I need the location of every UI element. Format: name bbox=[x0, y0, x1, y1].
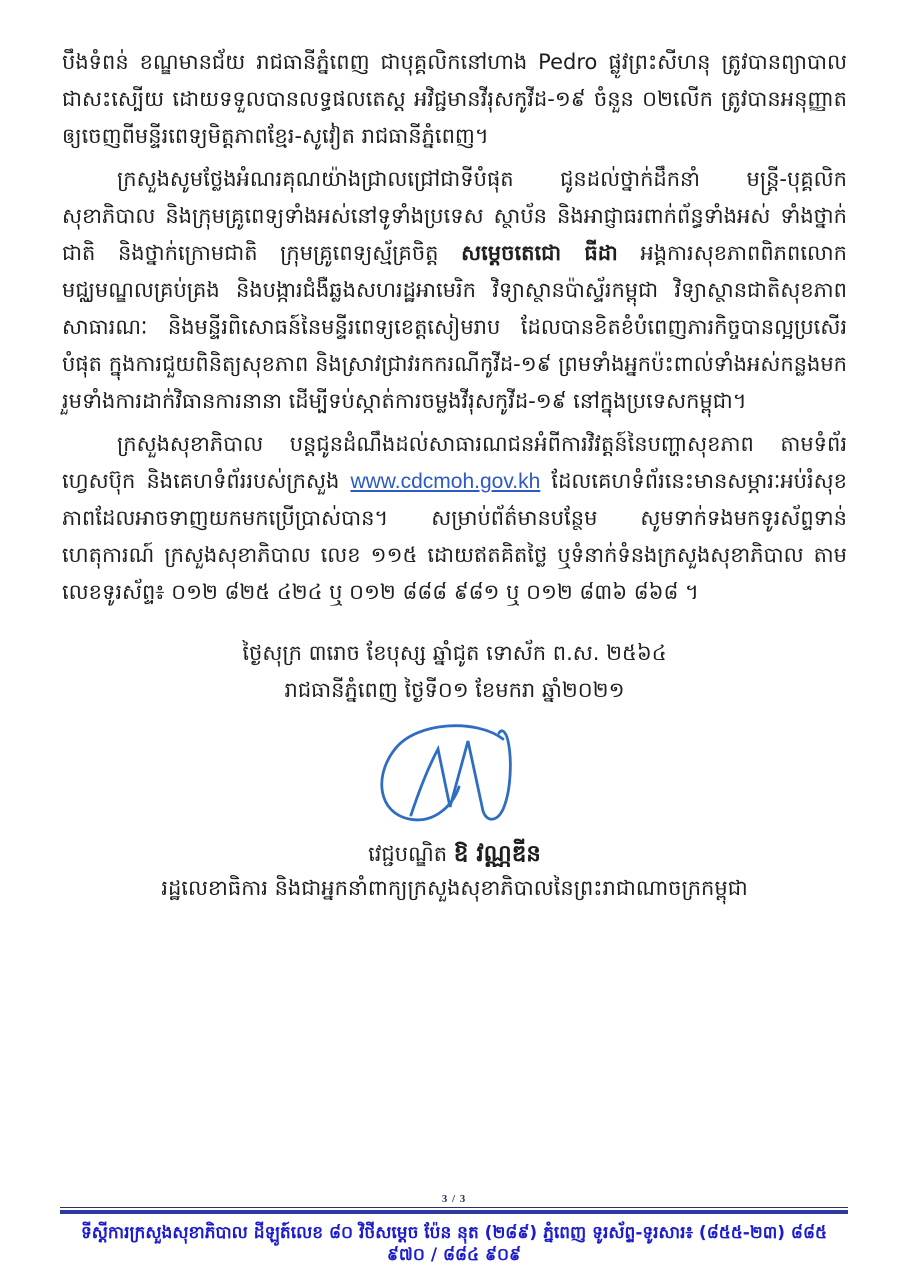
footer-divider-line bbox=[60, 1210, 848, 1214]
gregorian-date-line: រាជធានីភ្នំពេញ ថ្ងៃទី០១ ខែមករា ឆ្នាំ២០២១ bbox=[284, 678, 625, 702]
date-block bbox=[62, 635, 847, 709]
acknowledgement-text-before: ក្រសួងសូមថ្លែងអំណរគុណយ៉ាងជ្រាលជ្រៅជាទីបំផុត ជូនដល់ថ្នាក់ដឹកនាំ មន្ត្រី-បុគ្គលិកសុខាភិបាល និងក្រុមគ្រូពេទ្យទាំងអស់នៅទូទាំងប្រទេស ស្ថាប័ន និងអាជ្ញាធរពាក់ព័ន្ធទាំងអស់ ទាំងថ្នាក់ជាតិ និងថ្នាក់ក្រោមជាតិ ក្រុមគ្រូពេទ្យស្ម័គ្រចិត្ត bbox=[62, 167, 847, 265]
ministry-address-line: ទីស្តីការក្រសួងសុខាភិបាល ដីឡូត៍លេខ ៨០ វិថីសម្តេច ប៉ែន នុត (២៨៩) ភ្នំពេញ ទូរស័ព្ទ-ទូរសារ៖ (៨៥៥-២៣) ៨៨៥ ៩៧០ / ៨៨៤ ៩០៩ bbox=[80, 1223, 828, 1265]
letter-body bbox=[62, 44, 847, 905]
page-number-row bbox=[60, 1187, 848, 1208]
cdcmoh-website-link[interactable]: www.cdcmoh.gov.kh bbox=[350, 470, 541, 493]
paragraph-acknowledgements bbox=[62, 161, 847, 420]
signatory-prefix: វេជ្ជបណ្ឌិត bbox=[368, 842, 454, 866]
public-info-text-after: ដែលគេហទំព័រនេះមានសម្ភារៈអប់រំសុខភាពដែលអាចទាញយកមកប្រើប្រាស់បាន។ សម្រាប់ព័ត៌មានបន្ថែម សូមទាក់ទងមកទូរស័ព្ទទាន់ហេតុការណ៍ ក្រសួងសុខាភិបាល លេខ ១១៥ ដោយឥតគិតថ្លៃ ឬទំនាក់ទំនងក្រសួងសុខាភិបាល តាមលេខទូរស័ព្ទ៖ ០១២ ៨២៥ ៤២៤ ឬ ០១២ ៨៨៨ ៩៨១ ឬ ០១២ ៨៣៦ ៨៦៨ ។ bbox=[62, 469, 848, 604]
public-info-text-before: ក្រសួងសុខាភិបាល បន្តជូនដំណឹងដល់សាធារណជនអំពីការវិវត្តន៍នៃបញ្ហាសុខភាព តាមទំព័រហ្វេសប៊ុក និងគេហទំព័ររបស់ក្រសួង bbox=[62, 432, 847, 493]
page-footer bbox=[60, 1187, 848, 1266]
signatory-name-line bbox=[62, 837, 847, 871]
handwritten-signature-image bbox=[355, 719, 555, 831]
paragraph-public-information bbox=[62, 426, 847, 611]
tyda-volunteer-doctors-name: សម្ដេចតេជោ ធីដា bbox=[461, 241, 618, 265]
lunar-date-line: ថ្ងៃសុក្រ ៣រោច ខែបុស្ស ឆ្នាំជូត ទោស័ក ព.ស. ២៥៦៤ bbox=[242, 641, 667, 665]
page-number: 3 / 3 bbox=[441, 1193, 467, 1205]
signatory-name: ឱ វណ្ណឌីន bbox=[453, 841, 541, 867]
signatory-title: រដ្ឋលេខាធិការ និងជាអ្នកនាំពាក្យក្រសួងសុខាភិបាលនៃព្រះរាជាណាចក្រកម្ពុជា bbox=[161, 876, 748, 900]
paragraph-recovery-announcement: បឹងទំពន់ ខណ្ឌមានជ័យ រាជធានីភ្នំពេញ ជាបុគ្គលិកនៅហាង Pedro ផ្លូវព្រះសីហនុ ត្រូវបានព្យាបាលជាសះស្បើយ ដោយទទួលបានលទ្ធផលតេស្ត អវិជ្ជមានវីរុសកូវីដ-១៩ ចំនួន ០២លើក ត្រូវបានអនុញ្ញាតឲ្យចេញពីមន្ទីរពេទ្យមិត្តភាពខ្មែរ-សូវៀត រាជធានីភ្នំពេញ។ bbox=[62, 50, 847, 148]
signature-area bbox=[62, 719, 847, 835]
acknowledgement-text-after: អង្គការសុខភាពពិភពលោក មជ្ឈមណ្ឌលគ្រប់គ្រង និងបង្ការជំងឺឆ្លងសហរដ្ឋអាមេរិក វិទ្យាស្ថានប៉ាស្ទ័រកម្ពុជា វិទ្យាស្ថានជាតិសុខភាពសាធារណៈ និងមន្ទីរពិសោធន៍នៃមន្ទីរពេទ្យខេត្តសៀមរាប ដែលបានខិតខំបំពេញភារកិច្ចបានល្អប្រសើរបំផុត ក្នុងការជួយពិនិត្យសុខភាព និងស្រាវជ្រាវរកករណីកូវីដ-១៩ ព្រមទាំងអ្នកប៉ះពាល់ទាំងអស់កន្លងមក រួមទាំងការដាក់វិធានការនានា ដើម្បីទប់ស្កាត់ការចម្លងវីរុសកូវីដ-១៩ នៅក្នុងប្រទេសកម្ពុជា។ bbox=[62, 241, 847, 413]
